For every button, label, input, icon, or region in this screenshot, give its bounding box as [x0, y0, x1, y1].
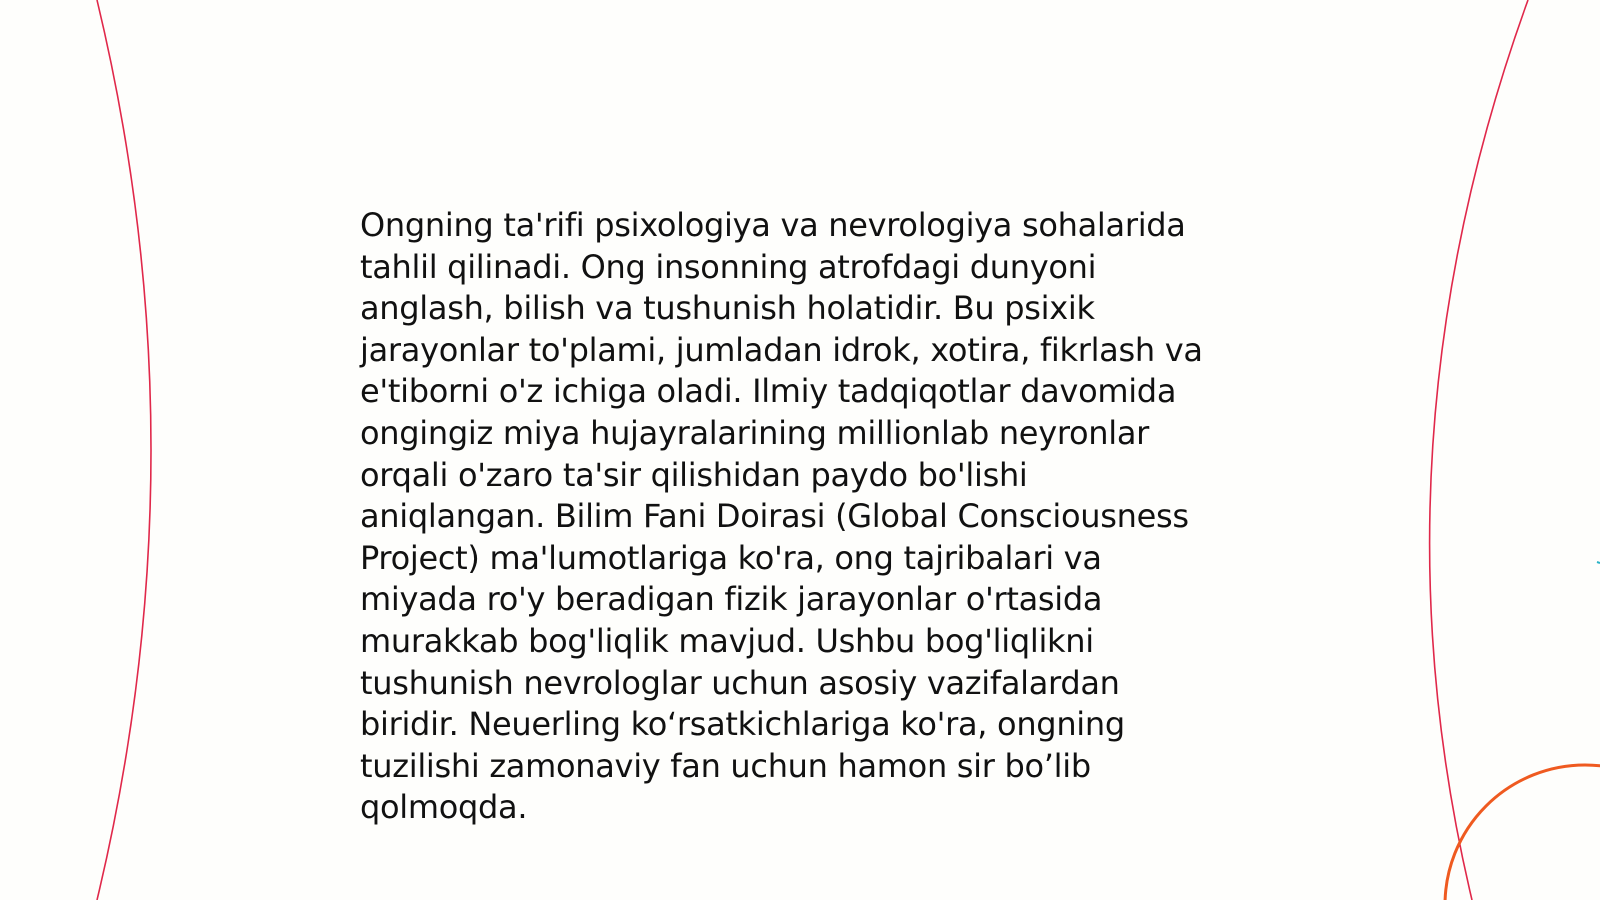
orange-circle: [1445, 765, 1600, 900]
slide-body-text: Ongning ta'rifi psixologiya va nevrologiya sohalarida tahlil qilinadi. Ong insonning atrofdagi dunyoni anglash, bilish va tushunish holatidir. Bu psixik jarayonlar to'plami, jumladan idrok, xotira, fikrlash va e'tiborni o'z ichiga oladi. Ilmiy tadqiqotlar davomida ongingiz miya hujayralarining millionlab neyronlar orqali o'zaro ta'sir qilishidan paydo bo'lishi aniqlangan. Bilim Fani Doirasi (Global Consciousness Project) ma'lumotlariga ko'ra, ong tajribalari va miyada ro'y beradigan fizik jarayonlar o'rtasida murakkab bog'liqlik mavjud. Ushbu bog'liqlikni tushunish nevrologlar uchun asosiy vazifalardan biridir. Neuerling ko‘rsatkichlariga ko'ra, ongning tuzilishi zamonaviy fan uchun hamon sir bo’lib qolmoqda.: [360, 206, 1203, 827]
right-arc: [1430, 0, 1528, 900]
left-arc: [97, 0, 151, 900]
